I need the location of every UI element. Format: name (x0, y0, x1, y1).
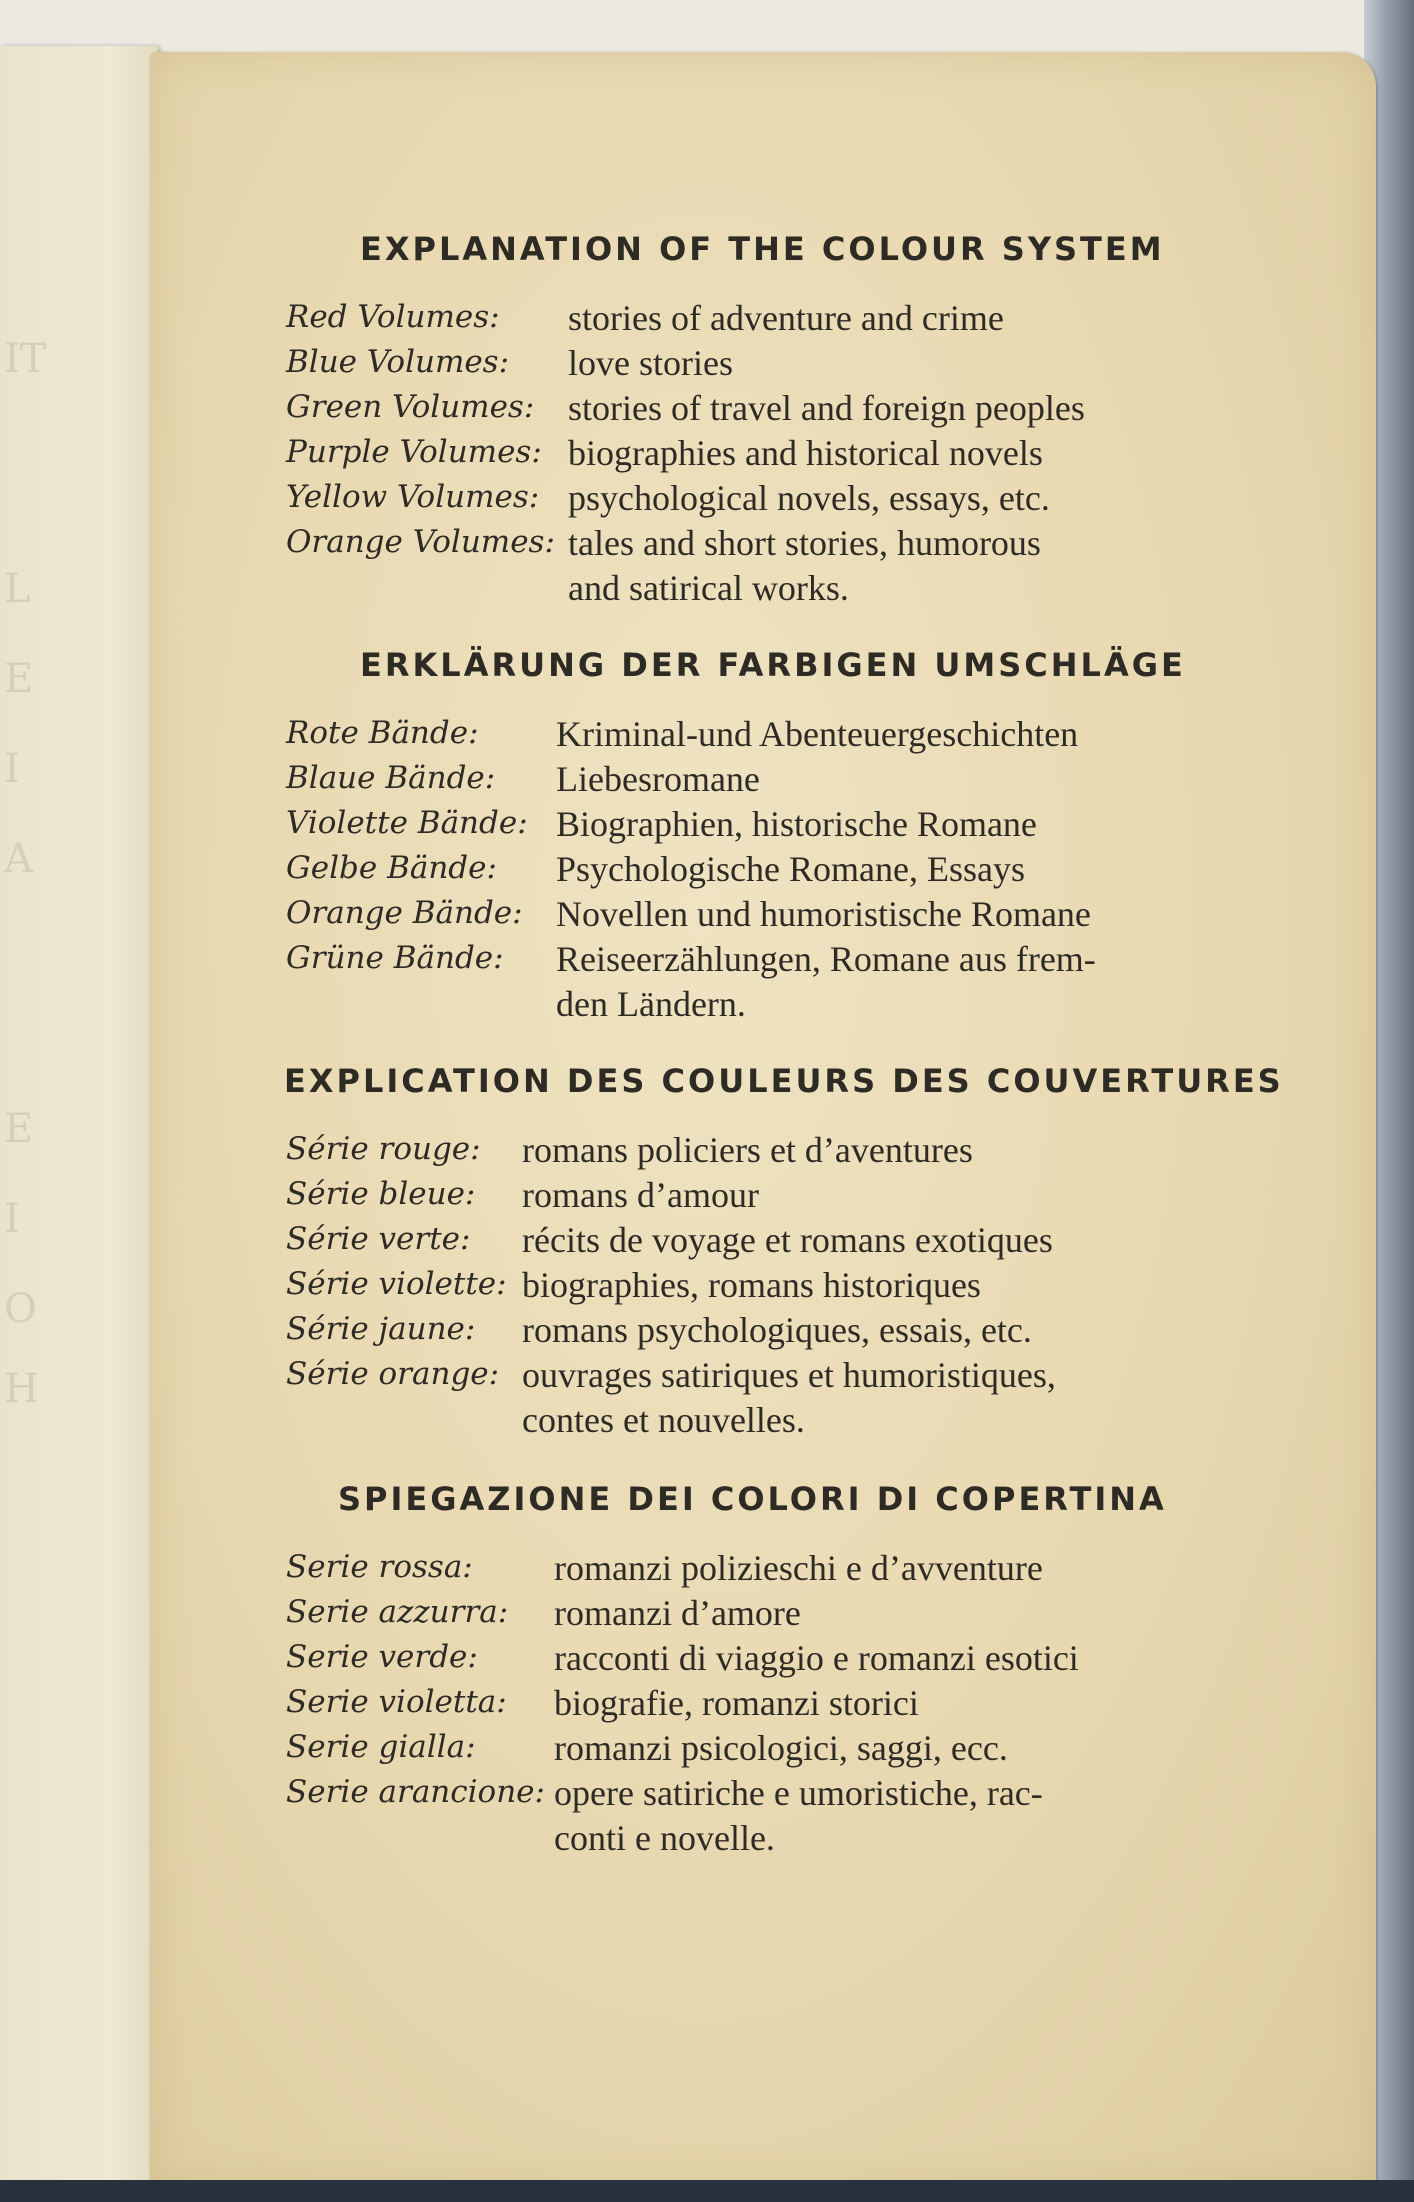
list-item (150, 296, 1376, 341)
entry-label: Série verte: (286, 1221, 471, 1257)
entry-label: Gelbe Bände: (286, 850, 497, 886)
entry-label: Serie azzurra: (286, 1594, 509, 1630)
entry-description: psychological novels, essays, etc. (568, 478, 1050, 518)
entry-description: stories of adventure and crime (568, 298, 1004, 338)
list-item (150, 757, 1376, 802)
entry-label: Série orange: (286, 1356, 500, 1392)
section-heading: SPIEGAZIONE DEI COLORI DI COPERTINA (338, 1480, 1167, 1518)
list-item (150, 1591, 1376, 1636)
list-item (150, 341, 1376, 386)
entry-description: opere satiriche e umoristiche, rac- conti e novelle. (554, 1773, 1043, 1858)
list-item (150, 1128, 1376, 1173)
entry-label: Serie rossa: (286, 1549, 473, 1585)
entry-description: Novellen und humoristische Romane (556, 894, 1091, 934)
list-item (150, 847, 1376, 892)
entry-label: Orange Volumes: (286, 524, 555, 560)
entry-description: Biographien, historische Romane (556, 804, 1037, 844)
list-item (150, 521, 1376, 608)
scanner-background-strip (0, 2180, 1414, 2202)
entry-description: Kriminal-und Abenteuergeschichten (556, 714, 1079, 754)
section-heading: ERKLÄRUNG DER FARBIGEN UMSCHLÄGE (360, 646, 1186, 684)
entry-description: biographies and historical novels (568, 433, 1043, 473)
list-item (150, 386, 1376, 431)
list-item (150, 937, 1376, 1024)
entry-description: Liebesromane (556, 759, 760, 799)
entry-label: Série rouge: (286, 1131, 481, 1167)
entry-description: ouvrages satiriques et humoristiques, contes et nouvelles. (522, 1355, 1056, 1440)
entry-label: Purple Volumes: (286, 434, 542, 470)
entry-description: Psychologische Romane, Essays (556, 849, 1025, 889)
list-item (150, 1636, 1376, 1681)
entry-description: stories of travel and foreign peoples (568, 388, 1085, 428)
list-item (150, 1263, 1376, 1308)
entry-label: Serie verde: (286, 1639, 478, 1675)
entry-label: Rote Bände: (286, 715, 479, 751)
list-item (150, 431, 1376, 476)
list-item (150, 802, 1376, 847)
previous-page-edge: IT L E I A E I O H (0, 46, 158, 2202)
entry-description: biographies, romans historiques (522, 1265, 981, 1305)
entry-label: Serie gialla: (286, 1729, 476, 1765)
entry-label: Blue Volumes: (286, 344, 510, 380)
entry-list (150, 296, 1376, 608)
entry-list (150, 712, 1376, 1024)
entry-label: Série jaune: (286, 1311, 476, 1347)
entry-label: Serie arancione: (286, 1774, 545, 1810)
entry-description: romanzi d’amore (554, 1593, 801, 1633)
entry-label: Violette Bände: (286, 805, 528, 841)
list-item (150, 1681, 1376, 1726)
book-page (150, 52, 1376, 2186)
entry-description: Reiseerzählungen, Romane aus frem- den Ländern. (556, 939, 1096, 1024)
entry-description: romans policiers et d’aventures (522, 1130, 973, 1170)
entry-list (150, 1546, 1376, 1858)
entry-description: romans psychologiques, essais, etc. (522, 1310, 1032, 1350)
entry-label: Red Volumes: (286, 299, 500, 335)
list-item (150, 1353, 1376, 1440)
list-item (150, 476, 1376, 521)
list-item (150, 892, 1376, 937)
entry-list (150, 1128, 1376, 1440)
entry-label: Série bleue: (286, 1176, 476, 1212)
list-item (150, 1308, 1376, 1353)
list-item (150, 1726, 1376, 1771)
list-item (150, 1771, 1376, 1858)
entry-label: Serie violetta: (286, 1684, 507, 1720)
entry-description: tales and short stories, humorous and satirical works. (568, 523, 1041, 608)
entry-description: biografie, romanzi storici (554, 1683, 919, 1723)
entry-description: récits de voyage et romans exotiques (522, 1220, 1053, 1260)
entry-description: love stories (568, 343, 733, 383)
entry-description: romanzi polizieschi e d’avventure (554, 1548, 1043, 1588)
entry-label: Blaue Bände: (286, 760, 496, 796)
entry-label: Série violette: (286, 1266, 507, 1302)
entry-label: Yellow Volumes: (286, 479, 540, 515)
entry-description: romans d’amour (522, 1175, 759, 1215)
entry-label: Grüne Bände: (286, 940, 504, 976)
entry-description: romanzi psicologici, saggi, ecc. (554, 1728, 1008, 1768)
section-heading: EXPLICATION DES COULEURS DES COUVERTURES (284, 1062, 1284, 1100)
list-item (150, 712, 1376, 757)
list-item (150, 1218, 1376, 1263)
entry-label: Orange Bände: (286, 895, 523, 931)
list-item (150, 1546, 1376, 1591)
entry-label: Green Volumes: (286, 389, 535, 425)
entry-description: racconti di viaggio e romanzi esotici (554, 1638, 1079, 1678)
list-item (150, 1173, 1376, 1218)
section-heading: EXPLANATION OF THE COLOUR SYSTEM (360, 230, 1165, 268)
